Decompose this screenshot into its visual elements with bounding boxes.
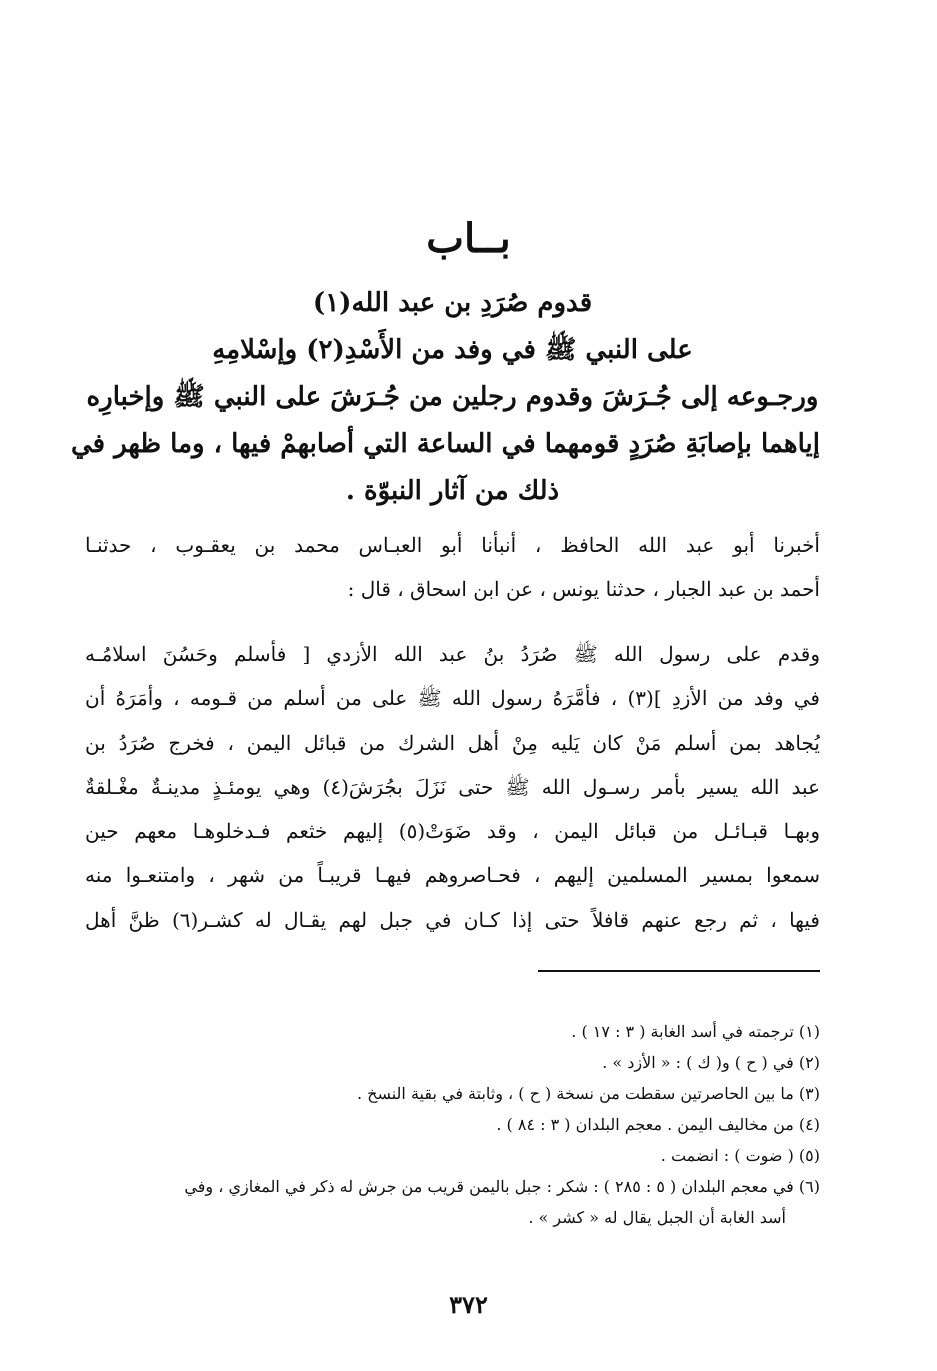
text-line: في وفد من الأزدِ ](٣) ، فأمَّرَهُ رسول الله ﷺ على من أسلم من قـومه ، وأمَرَهُ أن [85,686,820,711]
text-line: وبهـا قبـائـل من قبائل اليمن ، وقد ضَوَتْ(٥) إليهم خثعم فـدخلوهـا معهم حين [85,819,820,844]
heading-line: ذلك من آثار النبوّة . [345,476,560,506]
text-line: أحمد بن عبد الجبار ، حدثنا يونس ، عن ابن اسحاق ، قال : [347,577,820,601]
text-line: يُجاهد بمن أسلم مَنْ كان يَليه مِنْ أهل الشرك من قبائل اليمن ، فخرج صُرَدُ بن [85,730,820,755]
footnote-5: (٥) ( ضوت ) : انضمت . [660,1146,820,1165]
footnote-6: (٦) في معجم البلدان ( ٥ : ٢٨٥ ) : شكر : جبل باليمن قريب من جرش له ذكر في المغازي ، وفي [184,1177,820,1196]
isnad-paragraph [85,523,820,611]
chapter-title: بــاب [426,215,511,262]
heading-line: إياهما بإصابَةِ صُرَدٍ قومهما في الساعة التي أصابهمْ فيها ، وما ظهر في [70,429,820,459]
footnote-2: (٢) في ( ح ) و( ك ) : « الأزد » . [602,1053,820,1072]
text-line: وقدم على رسول الله ﷺ صُرَدُ بنُ عبد الله الأزدي [ فأسلم وحَسُنَ اسلامُـه [85,642,820,666]
footnote-4: (٤) من مخاليف اليمن . معجم البلدان ( ٣ : ٨٤ ) . [496,1115,820,1134]
footnote-3: (٣) ما بين الحاصرتين سقطت من نسخة ( ح ) ، وثابتة في بقية النسخ . [356,1084,820,1103]
section-heading [70,280,820,515]
heading-line: ورجـوعه إلى جُـرَشَ وقدوم رجلين من جُـرَشَ على النبي ﷺ وإخبارِه [86,382,819,412]
footnote-6-continuation: أسد الغابة أن الجبل يقال له « كشر » . [528,1208,786,1227]
text-line: فيها ، ثم رجع عنهم قافلاً حتى إذا كـان في جبل لهم يقـال له كشـر(٦) ظنَّ أهل [85,907,820,932]
text-line: سمعوا بمسير المسلمين إليهم ، فحـاصروهم فيهـا قريبـاً من شهر ، وامتنعـوا منه [85,863,820,888]
narrative-paragraph [85,632,820,942]
footnote-1: (١) ترجمته في أسد الغابة ( ٣ : ١٧ ) . [571,1022,820,1041]
page-number: ٣٧٢ [449,1290,488,1319]
text-line: عبد الله يسير بأمر رسـول الله ﷺ حتى نَزَلَ بجُرَشَ(٤) وهي يومئـذٍ مدينـةٌ مغْـلقةٌ [85,774,820,799]
heading-line: على النبي ﷺ في وفد من الأَسْدِ(٢) وإسْلامِهِ [212,335,693,365]
footnotes [85,1016,820,1233]
heading-line: قدوم صُرَدِ بن عبد الله(١) [312,288,593,318]
footnote-divider [538,970,820,972]
text-line: أخبرنا أبو عبد الله الحافظ ، أنبأنا أبو العبـاس محمد بن يعقـوب ، حدثنـا [85,533,820,557]
